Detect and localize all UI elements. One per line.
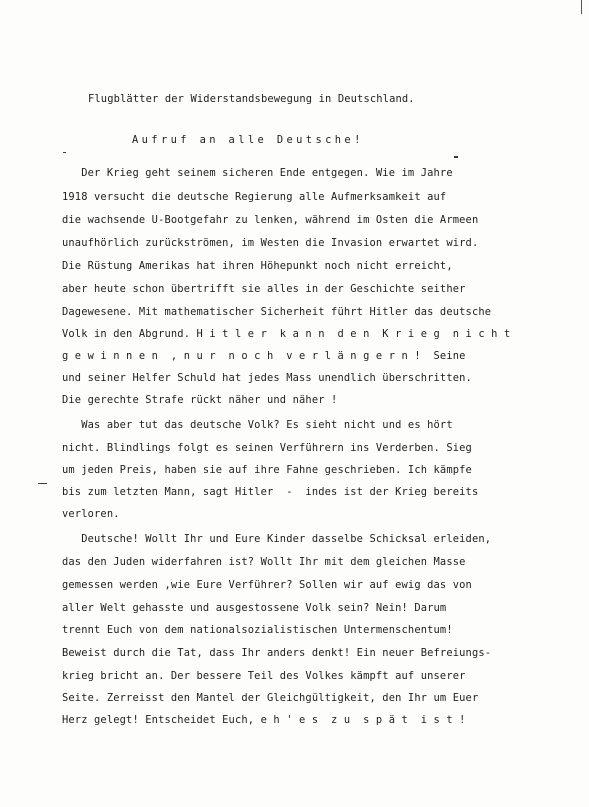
ink-speck: [454, 156, 458, 158]
text-line: Herz gelegt! Entscheidet Euch, e h ' e s z u s p ä t i s t !: [62, 714, 466, 726]
document-heading: Aufruf an alle Deutsche!: [132, 134, 364, 146]
text-line: Was aber tut das deutsche Volk? Es sieht nicht und es hört: [62, 419, 453, 431]
text-line: nicht. Blindlings folgt es seinen Verführern ins Verderben. Sieg: [62, 442, 472, 454]
text-line: Die Rüstung Amerikas hat ihren Höhepunkt noch nicht erreicht,: [62, 260, 453, 272]
ink-speck: [38, 483, 47, 484]
text-line: das den Juden widerfahren ist? Wollt Ihr mit dem gleichen Masse: [62, 556, 466, 568]
text-line: Deutsche! Wollt Ihr und Eure Kinder dasselbe Schicksal erleiden,: [62, 533, 492, 545]
ink-speck: [63, 152, 66, 153]
text-line: Dagewesene. Mit mathematischer Sicherheit führt Hitler das deutsche: [62, 306, 492, 318]
margin-mark: [581, 0, 582, 14]
text-line: um jeden Preis, haben sie auf ihre Fahne geschrieben. Ich kämpfe: [62, 464, 472, 476]
text-line: aber heute schon übertrifft sie alles in der Geschichte seither: [62, 283, 466, 295]
text-line: Volk in den Abgrund. H i t l e r k a n n d e n K r i e g n i c h t: [62, 328, 511, 340]
text-line: krieg bricht an. Der bessere Teil des Volkes kämpft auf unserer: [62, 670, 466, 682]
text-line: trennt Euch von dem nationalsozialistischen Untermenschentum!: [62, 624, 453, 636]
text-line: 1918 versucht die deutsche Regierung alle Aufmerksamkeit auf: [62, 191, 447, 203]
text-line: unaufhörlich zurückströmen, im Westen die Invasion erwartet wird.: [62, 237, 479, 249]
text-line: verloren.: [62, 508, 120, 520]
text-line: und seiner Helfer Schuld hat jedes Mass unendlich überschritten.: [62, 372, 472, 384]
text-line: gemessen werden ,wie Eure Verführer? Sollen wir auf ewig das von: [62, 579, 472, 591]
document-title: Flugblätter der Widerstandsbewegung in Deutschland.: [88, 93, 415, 105]
text-line: Beweist durch die Tat, dass Ihr anders denkt! Ein neuer Befreiungs-: [62, 647, 492, 659]
text-line: Die gerechte Strafe rückt näher und näher !: [62, 394, 338, 406]
text-line: bis zum letzten Mann, sagt Hitler - indes ist der Krieg bereits: [62, 486, 479, 498]
text-line: Der Krieg geht seinem sicheren Ende entgegen. Wie im Jahre: [62, 167, 453, 179]
text-line: Seite. Zerreisst den Mantel der Gleichgültigkeit, den Ihr um Euer: [62, 692, 479, 704]
text-line: g e w i n n e n , n u r n o c h v e r l ä n g e r n ! Seine: [62, 350, 466, 362]
text-line: aller Welt gehasste und ausgestossene Volk sein? Nein! Darum: [62, 602, 447, 614]
text-line: die wachsende U-Bootgefahr zu lenken, während im Osten die Armeen: [62, 214, 479, 226]
